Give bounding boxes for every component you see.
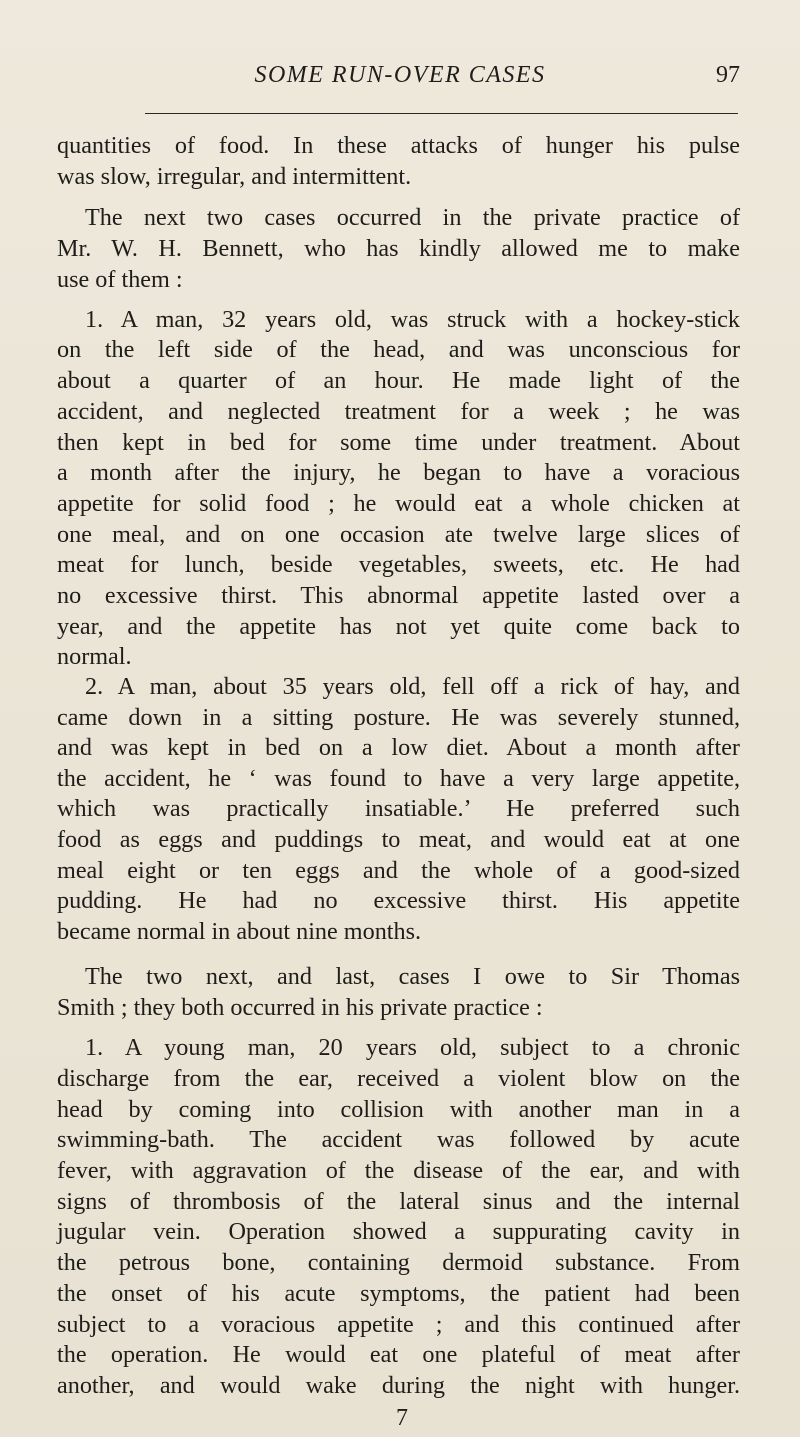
text-line: another, and would wake during the night with hunger.	[57, 1372, 740, 1399]
text-line: discharge from the ear, received a violent blow on the	[57, 1064, 740, 1092]
text-line: pudding. He had no excessive thirst. His appetite	[57, 887, 740, 915]
text-line: 1. A man, 32 years old, was struck with a hockey-stick	[85, 305, 740, 333]
text-line: 1. A young man, 20 years old, subject to a chronic	[85, 1034, 740, 1062]
text-line: subject to a voracious appetite ; and this continued after	[57, 1310, 740, 1338]
text-line: meal eight or ten eggs and the whole of a good-sized	[57, 856, 740, 884]
text-line: The two next, and last, cases I owe to Sir Thomas	[85, 963, 740, 991]
text-line: Mr. W. H. Bennett, who has kindly allowed me to make	[57, 234, 740, 262]
text-line: normal.	[57, 642, 132, 670]
text-line: about a quarter of an hour. He made light of the	[57, 367, 740, 395]
running-title: SOME RUN-OVER CASES	[254, 62, 546, 88]
text-line: came down in a sitting posture. He was severely stunned,	[57, 704, 740, 731]
text-line: head by coming into collision with another man in a	[57, 1095, 740, 1123]
page-number: 97	[716, 62, 740, 88]
text-line: accident, and neglected treatment for a week ; he was	[57, 397, 740, 425]
text-line: then kept in bed for some time under treatment. About	[57, 428, 740, 456]
text-line: appetite for solid food ; he would eat a whole chicken at	[57, 490, 740, 517]
header-rule	[145, 113, 738, 114]
text-line: one meal, and on one occasion ate twelve large slices of	[57, 520, 740, 548]
text-line: jugular vein. Operation showed a suppurating cavity in	[57, 1218, 740, 1246]
text-line: on the left side of the head, and was unconscious for	[57, 336, 740, 364]
text-line: quantities of food. In these attacks of hunger his pulse	[57, 132, 740, 159]
text-line: fever, with aggravation of the disease of the ear, and with	[57, 1157, 740, 1184]
text-line: meat for lunch, beside vegetables, sweets, etc. He had	[57, 551, 740, 579]
text-line: The next two cases occurred in the private practice of	[85, 204, 740, 231]
text-line: no excessive thirst. This abnormal appetite lasted over a	[57, 582, 740, 610]
text-line: Smith ; they both occurred in his private practice :	[57, 993, 543, 1021]
running-head	[60, 62, 740, 102]
text-line: was slow, irregular, and intermittent.	[57, 162, 412, 190]
text-line: the operation. He would eat one plateful of meat after	[57, 1341, 740, 1369]
text-line: and was kept in bed on a low diet. About a month after	[57, 733, 740, 761]
text-line: swimming-bath. The accident was followed by acute	[57, 1126, 740, 1154]
signature-mark: 7	[396, 1405, 408, 1431]
text-line: the onset of his acute symptoms, the patient had been	[57, 1279, 740, 1307]
text-line: 2. A man, about 35 years old, fell off a rick of hay, and	[85, 673, 740, 701]
text-line: the accident, he ‘ was found to have a very large appetite,	[57, 764, 740, 792]
text-line: a month after the injury, he began to have a voracious	[57, 459, 740, 487]
text-line: use of them :	[57, 266, 183, 294]
text-line: signs of thrombosis of the lateral sinus and the internal	[57, 1187, 740, 1215]
text-line: the petrous bone, containing dermoid substance. From	[57, 1249, 740, 1277]
text-line: which was practically insatiable.’ He preferred such	[57, 795, 740, 823]
text-line: became normal in about nine months.	[57, 918, 422, 945]
text-line: food as eggs and puddings to meat, and would eat at one	[57, 825, 740, 853]
text-line: year, and the appetite has not yet quite come back to	[57, 612, 740, 640]
